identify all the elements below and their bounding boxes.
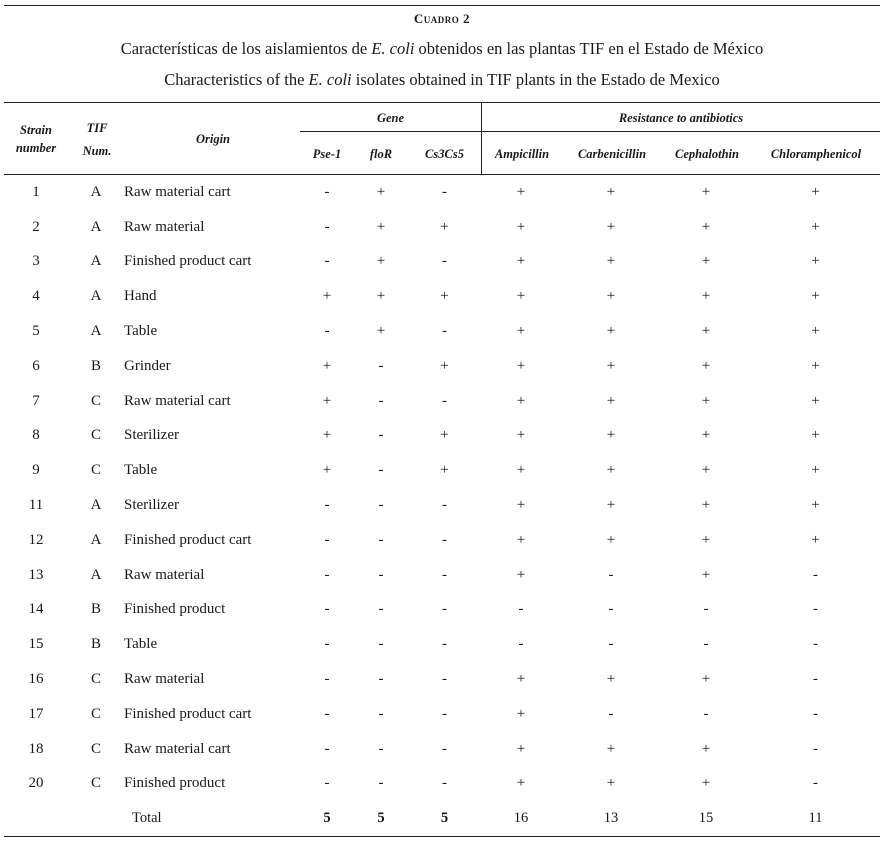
- total-carbenicillin: 13: [603, 810, 619, 827]
- chloramphenicol-cell: +: [811, 392, 820, 409]
- flor-cell: +: [376, 288, 386, 305]
- flor-cell: -: [378, 462, 384, 479]
- ampicillin-cell: +: [516, 323, 526, 340]
- flor-cell: -: [378, 566, 384, 583]
- tif-cell: A: [90, 218, 102, 235]
- cs3cs5-cell: +: [440, 288, 449, 305]
- cs3cs5-cell: -: [442, 253, 447, 270]
- cephalothin-cell: +: [701, 671, 711, 688]
- cs3cs5-cell: -: [442, 671, 447, 688]
- table-row: [4, 697, 880, 732]
- cs3cs5-cell: -: [442, 323, 447, 340]
- cephalothin-cell: +: [701, 183, 711, 200]
- cephalothin-cell: -: [703, 705, 709, 722]
- total-chloramphenicol: 11: [808, 810, 823, 827]
- ampicillin-cell: +: [516, 462, 526, 479]
- tif-cell: A: [90, 323, 102, 340]
- total-cs3cs5: 5: [440, 810, 449, 827]
- cs3cs5-cell: -: [442, 392, 447, 409]
- group-underline: [300, 131, 880, 132]
- origin-cell: Finished product cart: [124, 253, 252, 270]
- origin-cell: Table: [124, 323, 158, 340]
- ampicillin-cell: +: [516, 218, 526, 235]
- header-gene-group: Gene: [376, 111, 405, 125]
- tif-cell: A: [90, 531, 102, 548]
- caption-english: Characteristics of the E. coli isolates obtained in TIF plants in the Estado de Mexico: [164, 70, 720, 89]
- tif-cell: C: [90, 705, 101, 722]
- strain-number-cell: 1: [32, 183, 40, 200]
- cephalothin-cell: +: [701, 497, 711, 514]
- ampicillin-cell: -: [518, 636, 524, 653]
- bottom-rule: [4, 836, 880, 837]
- cs3cs5-cell: +: [440, 357, 449, 374]
- origin-cell: Table: [124, 636, 158, 653]
- ampicillin-cell: +: [516, 740, 526, 757]
- table-row: [4, 593, 880, 628]
- total-pse1: 5: [323, 810, 331, 827]
- carbenicillin-cell: +: [606, 775, 616, 792]
- cephalothin-cell: +: [701, 740, 711, 757]
- ampicillin-cell: -: [518, 601, 524, 618]
- table-row: [4, 488, 880, 523]
- carbenicillin-cell: +: [606, 218, 616, 235]
- chloramphenicol-cell: +: [811, 218, 820, 235]
- ampicillin-cell: +: [516, 671, 526, 688]
- table-row: [4, 732, 880, 767]
- tif-cell: C: [90, 671, 101, 688]
- header-gene-cs3cs5: Cs3Cs5: [425, 147, 464, 161]
- flor-cell: -: [378, 775, 384, 792]
- flor-cell: +: [376, 323, 386, 340]
- ampicillin-cell: +: [516, 705, 526, 722]
- pse1-cell: -: [324, 566, 330, 583]
- cs3cs5-cell: -: [442, 705, 447, 722]
- carbenicillin-cell: +: [606, 183, 616, 200]
- origin-cell: Hand: [124, 288, 157, 305]
- carbenicillin-cell: +: [606, 531, 616, 548]
- strain-number-cell: 17: [28, 705, 44, 722]
- pse1-cell: -: [324, 183, 330, 200]
- chloramphenicol-cell: +: [811, 497, 820, 514]
- cephalothin-cell: +: [701, 392, 711, 409]
- cephalothin-cell: +: [701, 218, 711, 235]
- origin-cell: Raw material cart: [124, 740, 231, 757]
- chloramphenicol-cell: +: [811, 288, 820, 305]
- table-row: [4, 453, 880, 488]
- strain-number-cell: 15: [28, 636, 44, 653]
- tif-cell: C: [90, 740, 101, 757]
- table-row: [4, 175, 880, 210]
- tif-cell: B: [90, 601, 101, 618]
- cs3cs5-cell: -: [442, 183, 447, 200]
- cephalothin-cell: -: [703, 636, 709, 653]
- carbenicillin-cell: +: [606, 392, 616, 409]
- cs3cs5-cell: -: [442, 636, 447, 653]
- carbenicillin-cell: +: [606, 740, 616, 757]
- chloramphenicol-cell: +: [811, 357, 820, 374]
- tif-cell: C: [90, 775, 101, 792]
- tif-cell: B: [90, 636, 101, 653]
- flor-cell: +: [376, 253, 386, 270]
- strain-number-cell: 13: [28, 566, 44, 583]
- origin-cell: Finished product cart: [124, 531, 252, 548]
- table-row: [4, 558, 880, 593]
- ampicillin-cell: +: [516, 392, 526, 409]
- table-row: [4, 662, 880, 697]
- cs3cs5-cell: +: [440, 218, 449, 235]
- ampicillin-cell: +: [516, 566, 526, 583]
- header-ampicillin: Ampicillin: [494, 147, 550, 161]
- table-label: Cuadro 2: [413, 11, 471, 26]
- origin-cell: Finished product: [124, 775, 226, 792]
- carbenicillin-cell: -: [608, 601, 614, 618]
- table-row: [4, 523, 880, 558]
- cephalothin-cell: +: [701, 288, 711, 305]
- origin-cell: Finished product: [124, 601, 226, 618]
- pse1-cell: -: [324, 740, 330, 757]
- pse1-cell: -: [324, 775, 330, 792]
- tif-cell: C: [90, 427, 101, 444]
- tif-cell: B: [90, 357, 101, 374]
- chloramphenicol-cell: +: [811, 323, 820, 340]
- flor-cell: +: [376, 218, 386, 235]
- flor-cell: +: [376, 183, 386, 200]
- total-cephalothin: 15: [698, 810, 714, 827]
- origin-cell: Table: [124, 462, 158, 479]
- header-gene-flor: floR: [369, 147, 393, 161]
- table-row: [4, 349, 880, 384]
- carbenicillin-cell: -: [608, 705, 614, 722]
- table-row: [4, 767, 880, 802]
- ampicillin-cell: +: [516, 253, 526, 270]
- total-spacer: [68, 801, 124, 836]
- cs3cs5-cell: -: [442, 497, 447, 514]
- carbenicillin-cell: +: [606, 253, 616, 270]
- top-rule: [4, 5, 880, 6]
- cs3cs5-cell: -: [442, 531, 447, 548]
- origin-cell: Sterilizer: [124, 427, 179, 444]
- pse1-cell: -: [324, 531, 330, 548]
- pse1-cell: +: [322, 427, 332, 444]
- carbenicillin-cell: -: [608, 566, 614, 583]
- pse1-cell: -: [324, 671, 330, 688]
- total-spacer: [4, 801, 68, 836]
- chloramphenicol-cell: -: [813, 566, 818, 583]
- cephalothin-cell: +: [701, 462, 711, 479]
- tif-cell: A: [90, 497, 102, 514]
- cs3cs5-cell: -: [442, 601, 447, 618]
- pse1-cell: +: [322, 462, 332, 479]
- caption-spanish: Características de los aislamientos de E. coli obtenidos en las plantas TIF en el Estado de México: [120, 39, 764, 58]
- tif-cell: C: [90, 462, 101, 479]
- carbenicillin-cell: +: [606, 427, 616, 444]
- strain-number-cell: 5: [32, 323, 40, 340]
- cephalothin-cell: +: [701, 566, 711, 583]
- total-flor: 5: [377, 810, 385, 827]
- total-label: Total: [132, 810, 162, 827]
- carbenicillin-cell: -: [608, 636, 614, 653]
- carbenicillin-cell: +: [606, 288, 616, 305]
- flor-cell: -: [378, 427, 384, 444]
- tif-cell: A: [90, 288, 102, 305]
- strain-number-cell: 4: [32, 288, 40, 305]
- ampicillin-cell: +: [516, 775, 526, 792]
- total-row: [4, 801, 880, 836]
- table-row: [4, 279, 880, 314]
- strain-number-cell: 20: [28, 775, 44, 792]
- cs3cs5-cell: +: [440, 427, 449, 444]
- carbenicillin-cell: +: [606, 323, 616, 340]
- origin-cell: Raw material cart: [124, 183, 231, 200]
- pse1-cell: -: [324, 218, 330, 235]
- cs3cs5-cell: +: [440, 462, 449, 479]
- pse1-cell: +: [322, 288, 332, 305]
- carbenicillin-cell: +: [606, 357, 616, 374]
- pse1-cell: -: [324, 323, 330, 340]
- table-row: [4, 384, 880, 419]
- flor-cell: -: [378, 392, 384, 409]
- chloramphenicol-cell: -: [813, 601, 818, 618]
- cephalothin-cell: +: [701, 775, 711, 792]
- pse1-cell: -: [324, 601, 330, 618]
- carbenicillin-cell: +: [606, 671, 616, 688]
- header-strain-number: Strain number: [15, 123, 57, 155]
- pse1-cell: -: [324, 705, 330, 722]
- ampicillin-cell: +: [516, 531, 526, 548]
- origin-cell: Raw material: [124, 671, 205, 688]
- chloramphenicol-cell: +: [811, 427, 820, 444]
- table-row: [4, 210, 880, 245]
- flor-cell: -: [378, 601, 384, 618]
- ampicillin-cell: +: [516, 357, 526, 374]
- strain-number-cell: 3: [32, 253, 40, 270]
- cs3cs5-cell: -: [442, 566, 447, 583]
- chloramphenicol-cell: -: [813, 671, 818, 688]
- strain-number-cell: 2: [32, 218, 40, 235]
- cs3cs5-cell: -: [442, 740, 447, 757]
- cephalothin-cell: +: [701, 427, 711, 444]
- flor-cell: -: [378, 531, 384, 548]
- origin-cell: Sterilizer: [124, 497, 179, 514]
- tif-cell: C: [90, 392, 101, 409]
- table-row: [4, 245, 880, 280]
- chloramphenicol-cell: +: [811, 253, 820, 270]
- cephalothin-cell: +: [701, 357, 711, 374]
- cephalothin-cell: +: [701, 531, 711, 548]
- carbenicillin-cell: +: [606, 497, 616, 514]
- strain-number-cell: 11: [28, 497, 44, 514]
- chloramphenicol-cell: -: [813, 636, 818, 653]
- strain-number-cell: 16: [28, 671, 44, 688]
- header-origin: Origin: [195, 132, 231, 146]
- strain-number-cell: 12: [28, 531, 44, 548]
- flor-cell: -: [378, 636, 384, 653]
- strain-number-cell: 14: [28, 601, 44, 618]
- pse1-cell: +: [322, 357, 332, 374]
- total-ampicillin: 16: [513, 810, 529, 827]
- origin-cell: Finished product cart: [124, 705, 252, 722]
- flor-cell: -: [378, 497, 384, 514]
- pse1-cell: +: [322, 392, 332, 409]
- table-body: [4, 175, 880, 836]
- strain-number-cell: 9: [32, 462, 40, 479]
- chloramphenicol-cell: +: [811, 531, 820, 548]
- ampicillin-cell: +: [516, 497, 526, 514]
- origin-cell: Raw material cart: [124, 392, 231, 409]
- ampicillin-cell: +: [516, 427, 526, 444]
- pse1-cell: -: [324, 497, 330, 514]
- flor-cell: -: [378, 671, 384, 688]
- header-gene-pse1: Pse-1: [312, 147, 342, 161]
- header-carbenicillin: Carbenicillin: [577, 147, 647, 161]
- ampicillin-cell: +: [516, 183, 526, 200]
- cs3cs5-cell: -: [442, 775, 447, 792]
- origin-cell: Raw material: [124, 566, 205, 583]
- tif-cell: A: [90, 183, 102, 200]
- chloramphenicol-cell: -: [813, 740, 818, 757]
- pse1-cell: -: [324, 253, 330, 270]
- flor-cell: -: [378, 705, 384, 722]
- tif-cell: A: [90, 253, 102, 270]
- cephalothin-cell: +: [701, 323, 711, 340]
- header-chloramphenicol: Chloramphenicol: [770, 147, 862, 161]
- chloramphenicol-cell: +: [811, 183, 820, 200]
- origin-cell: Grinder: [124, 357, 171, 374]
- header-tif-num: TIF Num.: [82, 121, 112, 159]
- chloramphenicol-cell: +: [811, 462, 820, 479]
- cephalothin-cell: +: [701, 253, 711, 270]
- origin-cell: Raw material: [124, 218, 205, 235]
- strain-number-cell: 7: [32, 392, 40, 409]
- header-resistance-group: Resistance to antibiotics: [618, 111, 744, 125]
- table-row: [4, 627, 880, 662]
- chloramphenicol-cell: -: [813, 705, 818, 722]
- header-cephalothin: Cephalothin: [675, 147, 739, 161]
- strain-number-cell: 18: [28, 740, 44, 757]
- pse1-cell: -: [324, 636, 330, 653]
- results-table: [4, 175, 880, 836]
- chloramphenicol-cell: -: [813, 775, 818, 792]
- header-top-rule: [4, 102, 880, 103]
- tif-cell: A: [90, 566, 102, 583]
- table-row: [4, 419, 880, 454]
- strain-number-cell: 6: [32, 357, 40, 374]
- table-row: [4, 314, 880, 349]
- ampicillin-cell: +: [516, 288, 526, 305]
- strain-number-cell: 8: [32, 427, 40, 444]
- flor-cell: -: [378, 357, 384, 374]
- flor-cell: -: [378, 740, 384, 757]
- carbenicillin-cell: +: [606, 462, 616, 479]
- cephalothin-cell: -: [703, 601, 709, 618]
